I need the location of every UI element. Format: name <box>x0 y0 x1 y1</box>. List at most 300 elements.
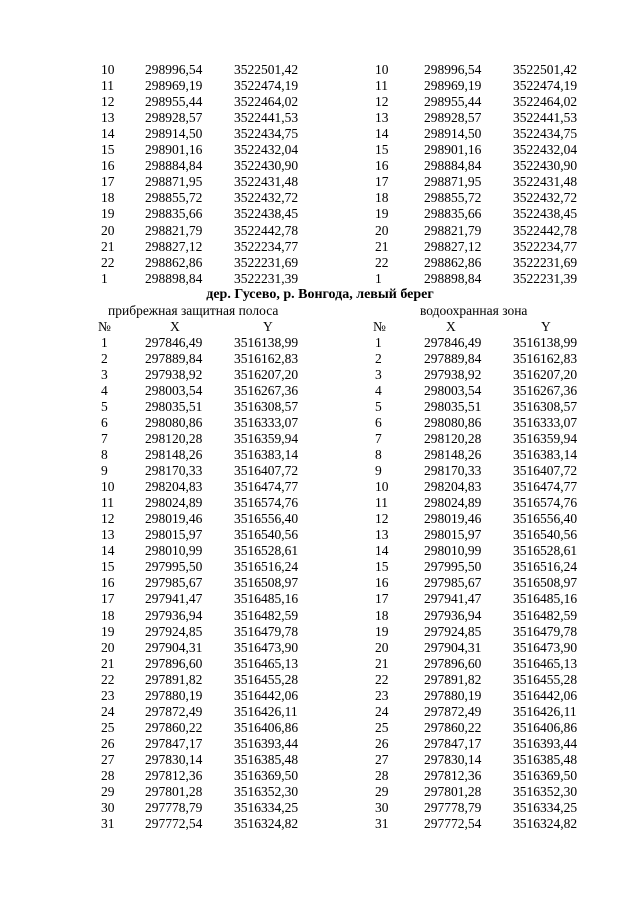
coord-x: 298170,33 <box>145 463 203 479</box>
coord-y: 3522234,77 <box>234 238 299 254</box>
coord-y: 3516369,50 <box>234 767 299 783</box>
coord-y: 3516574,76 <box>234 495 299 511</box>
point-number: 1 <box>375 270 382 286</box>
coord-x: 297889,84 <box>424 351 482 367</box>
right-table-row <box>0 543 640 559</box>
coord-x: 297830,14 <box>424 751 482 767</box>
right-table-row <box>0 559 640 575</box>
point-number: 29 <box>101 783 115 799</box>
coord-x: 297904,31 <box>145 639 203 655</box>
coord-y: 3522441,53 <box>513 110 578 126</box>
coord-y: 3522474,19 <box>513 78 578 94</box>
coord-x: 298019,46 <box>145 511 203 527</box>
point-number: 19 <box>375 623 389 639</box>
coord-y: 3516393,44 <box>513 735 578 751</box>
coord-y: 3522434,75 <box>234 126 299 142</box>
right-table-row <box>0 672 640 688</box>
point-number: 8 <box>101 447 108 463</box>
coord-x: 298148,26 <box>424 447 482 463</box>
point-number: 12 <box>375 94 389 110</box>
coord-y: 3516473,90 <box>513 639 578 655</box>
point-number: 11 <box>101 78 114 94</box>
point-number: 4 <box>375 383 382 399</box>
header-number: № <box>98 319 111 334</box>
point-number: 16 <box>375 158 389 174</box>
point-number: 28 <box>375 767 389 783</box>
header-number: № <box>373 319 386 334</box>
coord-x: 298204,83 <box>145 479 203 495</box>
coord-x: 297812,36 <box>424 767 482 783</box>
coord-x: 298871,95 <box>145 174 203 190</box>
coord-x: 298871,95 <box>424 174 482 190</box>
point-number: 18 <box>375 190 389 206</box>
right-table-row <box>0 335 640 351</box>
coord-x: 297995,50 <box>424 559 482 575</box>
coord-x: 298884,84 <box>424 158 482 174</box>
point-number: 16 <box>101 575 115 591</box>
coord-x: 298855,72 <box>424 190 482 206</box>
coord-y: 3516442,06 <box>234 687 299 703</box>
right-table-row <box>0 463 640 479</box>
point-number: 18 <box>375 607 389 623</box>
coord-x: 297872,49 <box>145 703 203 719</box>
coord-x: 298204,83 <box>424 479 482 495</box>
coord-x: 297896,60 <box>145 655 203 671</box>
right-table-row <box>0 351 640 367</box>
point-number: 11 <box>375 78 388 94</box>
coord-x: 297778,79 <box>145 799 203 815</box>
coord-x: 297938,92 <box>145 367 203 383</box>
point-number: 25 <box>375 719 389 735</box>
coord-x: 298024,89 <box>424 495 482 511</box>
coord-y: 3516407,72 <box>513 463 578 479</box>
point-number: 1 <box>375 335 382 350</box>
point-number: 7 <box>375 431 382 447</box>
coord-y: 3516540,56 <box>513 527 578 543</box>
point-number: 26 <box>375 735 389 751</box>
right-table-row <box>0 110 640 126</box>
point-number: 17 <box>101 591 115 607</box>
coord-y: 3516383,14 <box>513 447 578 463</box>
coord-x: 298955,44 <box>424 94 482 110</box>
point-number: 27 <box>375 751 389 767</box>
coord-y: 3516138,99 <box>513 335 578 350</box>
point-number: 17 <box>375 174 389 190</box>
coord-x: 297846,49 <box>145 335 203 350</box>
point-number: 18 <box>101 190 115 206</box>
point-number: 14 <box>375 126 389 142</box>
coord-y: 3516474,77 <box>513 479 578 495</box>
coord-x: 297941,47 <box>424 591 482 607</box>
coord-y: 3522438,45 <box>234 206 299 222</box>
right-table-row <box>0 720 640 736</box>
point-number: 19 <box>101 623 115 639</box>
point-number: 17 <box>101 174 115 190</box>
coord-y: 3516516,24 <box>234 559 299 575</box>
coord-x: 297889,84 <box>145 351 203 367</box>
coord-x: 297847,17 <box>145 735 203 751</box>
coord-x: 298901,16 <box>424 142 482 158</box>
coord-x: 298015,97 <box>145 527 203 543</box>
point-number: 30 <box>375 799 389 815</box>
coord-y: 3522464,02 <box>234 94 299 110</box>
coord-y: 3516556,40 <box>513 511 578 527</box>
coord-y: 3516426,11 <box>234 703 298 719</box>
coord-x: 297896,60 <box>424 655 482 671</box>
right-table-row <box>0 223 640 239</box>
coord-x: 298080,86 <box>145 415 203 431</box>
point-number: 28 <box>101 767 115 783</box>
coord-y: 3522430,90 <box>513 158 578 174</box>
right-table-row <box>0 367 640 383</box>
right-table-row <box>0 206 640 222</box>
coord-y: 3516267,36 <box>513 383 578 399</box>
point-number: 9 <box>375 463 382 479</box>
coord-y: 3516383,14 <box>234 447 299 463</box>
coord-y: 3522231,39 <box>234 270 299 286</box>
coord-y: 3516207,20 <box>234 367 299 383</box>
coord-x: 298855,72 <box>145 190 203 206</box>
coord-y: 3516308,57 <box>513 399 578 415</box>
right-table-row <box>0 608 640 624</box>
section-title: дер. Гусево, р. Вонгода, левый берег <box>206 287 434 302</box>
coord-y: 3516406,86 <box>234 719 299 735</box>
coord-y: 3516473,90 <box>234 639 299 655</box>
right-table-subtitle: водоохранная зона <box>420 303 528 318</box>
coord-y: 3522231,69 <box>234 254 299 270</box>
coord-y: 3522438,45 <box>513 206 578 222</box>
point-number: 14 <box>101 543 115 559</box>
coord-y: 3516479,78 <box>234 623 299 639</box>
coord-x: 297904,31 <box>424 639 482 655</box>
coord-x: 297936,94 <box>424 607 482 623</box>
point-number: 10 <box>375 479 389 495</box>
coord-x: 297772,54 <box>424 815 482 831</box>
coord-x: 298170,33 <box>424 463 482 479</box>
point-number: 13 <box>101 527 115 543</box>
coord-x: 298120,28 <box>145 431 203 447</box>
coord-y: 3516324,82 <box>234 815 299 831</box>
coord-x: 297985,67 <box>145 575 203 591</box>
point-number: 19 <box>375 206 389 222</box>
coord-x: 298969,19 <box>424 78 482 94</box>
coord-x: 297880,19 <box>424 687 482 703</box>
point-number: 13 <box>375 110 389 126</box>
coord-y: 3516352,30 <box>234 783 299 799</box>
coord-y: 3516482,59 <box>513 607 578 623</box>
point-number: 22 <box>101 671 115 687</box>
point-number: 2 <box>375 351 382 367</box>
coord-x: 297860,22 <box>145 719 203 735</box>
coord-y: 3516482,59 <box>234 607 299 623</box>
coord-y: 3522231,69 <box>513 254 578 270</box>
right-table-row <box>0 415 640 431</box>
coord-x: 298955,44 <box>145 94 203 110</box>
coord-y: 3522501,42 <box>513 62 578 77</box>
coord-y: 3516528,61 <box>513 543 578 559</box>
coord-y: 3522501,42 <box>234 62 299 77</box>
coord-x: 297801,28 <box>145 783 203 799</box>
point-number: 31 <box>101 815 115 831</box>
coord-x: 298928,57 <box>145 110 203 126</box>
coord-y: 3516308,57 <box>234 399 299 415</box>
right-table-row <box>0 784 640 800</box>
point-number: 19 <box>101 206 115 222</box>
coord-y: 3516334,25 <box>513 799 578 815</box>
point-number: 20 <box>101 222 115 238</box>
coord-y: 3522432,04 <box>513 142 578 158</box>
point-number: 11 <box>101 495 114 511</box>
coord-y: 3522434,75 <box>513 126 578 142</box>
right-table-row <box>0 736 640 752</box>
coord-y: 3516267,36 <box>234 383 299 399</box>
coord-x: 298928,57 <box>424 110 482 126</box>
point-number: 4 <box>101 383 108 399</box>
point-number: 9 <box>101 463 108 479</box>
coord-y: 3516333,07 <box>234 415 299 431</box>
point-number: 6 <box>375 415 382 431</box>
point-number: 12 <box>101 511 115 527</box>
right-table-row <box>0 479 640 495</box>
coord-x: 298898,84 <box>424 270 482 286</box>
point-number: 23 <box>375 687 389 703</box>
point-number: 13 <box>101 110 115 126</box>
coord-y: 3516385,48 <box>234 751 299 767</box>
coord-x: 297801,28 <box>424 783 482 799</box>
right-table-row <box>0 126 640 142</box>
point-number: 3 <box>101 367 108 383</box>
point-number: 12 <box>375 511 389 527</box>
right-table-row <box>0 624 640 640</box>
coord-x: 297846,49 <box>424 335 482 350</box>
coord-x: 298003,54 <box>145 383 203 399</box>
coord-y: 3522432,72 <box>234 190 299 206</box>
point-number: 14 <box>375 543 389 559</box>
coord-y: 3522474,19 <box>234 78 299 94</box>
coord-x: 298827,12 <box>145 238 203 254</box>
point-number: 21 <box>101 655 115 671</box>
point-number: 16 <box>375 575 389 591</box>
header-x: X <box>170 319 180 334</box>
coord-x: 298914,50 <box>145 126 203 142</box>
coord-y: 3516385,48 <box>513 751 578 767</box>
right-table-row <box>0 591 640 607</box>
point-number: 8 <box>375 447 382 463</box>
right-table-row <box>0 447 640 463</box>
point-number: 6 <box>101 415 108 431</box>
coord-y: 3522432,04 <box>234 142 299 158</box>
coord-x: 297772,54 <box>145 815 203 831</box>
point-number: 24 <box>375 703 389 719</box>
point-number: 17 <box>375 591 389 607</box>
coord-x: 298827,12 <box>424 238 482 254</box>
coord-x: 298862,86 <box>424 254 482 270</box>
coord-x: 298035,51 <box>424 399 482 415</box>
coord-x: 297936,94 <box>145 607 203 623</box>
coord-x: 297995,50 <box>145 559 203 575</box>
right-table-row <box>0 527 640 543</box>
coord-y: 3516162,83 <box>513 351 578 367</box>
coord-y: 3516516,24 <box>513 559 578 575</box>
coord-x: 297830,14 <box>145 751 203 767</box>
point-number: 22 <box>375 671 389 687</box>
coord-x: 297891,82 <box>145 671 203 687</box>
point-number: 21 <box>375 655 389 671</box>
coord-y: 3516528,61 <box>234 543 299 559</box>
right-table-row <box>0 495 640 511</box>
coord-x: 297847,17 <box>424 735 482 751</box>
coord-x: 298835,66 <box>424 206 482 222</box>
coord-y: 3516359,94 <box>513 431 578 447</box>
point-number: 25 <box>101 719 115 735</box>
coord-x: 298010,99 <box>145 543 203 559</box>
right-table-header <box>0 319 640 335</box>
point-number: 11 <box>375 495 388 511</box>
right-table-row <box>0 768 640 784</box>
point-number: 15 <box>375 142 389 158</box>
right-table-row <box>0 816 640 832</box>
coord-x: 297985,67 <box>424 575 482 591</box>
right-table-row <box>0 142 640 158</box>
point-number: 18 <box>101 607 115 623</box>
coord-y: 3516333,07 <box>513 415 578 431</box>
coord-x: 298015,97 <box>424 527 482 543</box>
point-number: 5 <box>375 399 382 415</box>
coord-y: 3516406,86 <box>513 719 578 735</box>
coord-x: 297880,19 <box>145 687 203 703</box>
right-table-row <box>0 704 640 720</box>
coord-x: 298019,46 <box>424 511 482 527</box>
coord-y: 3522442,78 <box>234 222 299 238</box>
coord-y: 3516162,83 <box>234 351 299 367</box>
point-number: 27 <box>101 751 115 767</box>
coord-x: 298821,79 <box>424 222 482 238</box>
header-y: Y <box>541 319 551 334</box>
point-number: 14 <box>101 126 115 142</box>
coord-x: 298835,66 <box>145 206 203 222</box>
right-table-row <box>0 399 640 415</box>
coord-x: 297938,92 <box>424 367 482 383</box>
point-number: 23 <box>101 687 115 703</box>
coord-x: 298010,99 <box>424 543 482 559</box>
coord-y: 3516465,13 <box>513 655 578 671</box>
coord-y: 3516334,25 <box>234 799 299 815</box>
coord-y: 3516359,94 <box>234 431 299 447</box>
coord-y: 3516508,97 <box>513 575 578 591</box>
coord-x: 298901,16 <box>145 142 203 158</box>
coord-y: 3516393,44 <box>234 735 299 751</box>
coord-y: 3516407,72 <box>234 463 299 479</box>
point-number: 30 <box>101 799 115 815</box>
coord-x: 298035,51 <box>145 399 203 415</box>
point-number: 20 <box>375 639 389 655</box>
point-number: 10 <box>101 62 115 77</box>
point-number: 3 <box>375 367 382 383</box>
header-y: Y <box>263 319 273 334</box>
header-x: X <box>446 319 456 334</box>
point-number: 22 <box>375 254 389 270</box>
coord-y: 3516540,56 <box>234 527 299 543</box>
point-number: 15 <box>375 559 389 575</box>
coord-y: 3516442,06 <box>513 687 578 703</box>
coord-x: 298024,89 <box>145 495 203 511</box>
point-number: 15 <box>101 559 115 575</box>
right-table-row <box>0 640 640 656</box>
coord-y: 3516207,20 <box>513 367 578 383</box>
right-table-row <box>0 174 640 190</box>
coord-y: 3516426,11 <box>513 703 577 719</box>
coord-x: 298821,79 <box>145 222 203 238</box>
coord-y: 3522431,48 <box>234 174 299 190</box>
coord-x: 298996,54 <box>424 62 482 77</box>
coord-x: 297812,36 <box>145 767 203 783</box>
coord-y: 3522464,02 <box>513 94 578 110</box>
point-number: 26 <box>101 735 115 751</box>
point-number: 10 <box>101 479 115 495</box>
coord-y: 3522430,90 <box>234 158 299 174</box>
coord-y: 3516479,78 <box>513 623 578 639</box>
coord-x: 297778,79 <box>424 799 482 815</box>
point-number: 2 <box>101 351 108 367</box>
coord-y: 3516324,82 <box>513 815 578 831</box>
point-number: 13 <box>375 527 389 543</box>
point-number: 29 <box>375 783 389 799</box>
coord-x: 297941,47 <box>145 591 203 607</box>
coord-x: 298914,50 <box>424 126 482 142</box>
coord-y: 3522442,78 <box>513 222 578 238</box>
coord-y: 3516138,99 <box>234 335 299 350</box>
point-number: 16 <box>101 158 115 174</box>
left-table-subtitle: прибрежная защитная полоса <box>108 303 279 318</box>
right-table-row <box>0 752 640 768</box>
right-table-row <box>0 78 640 94</box>
point-number: 20 <box>101 639 115 655</box>
point-number: 5 <box>101 399 108 415</box>
right-table-row <box>0 383 640 399</box>
point-number: 31 <box>375 815 389 831</box>
point-number: 1 <box>101 270 108 286</box>
coord-y: 3522432,72 <box>513 190 578 206</box>
point-number: 21 <box>375 238 389 254</box>
coord-x: 298862,86 <box>145 254 203 270</box>
point-number: 15 <box>101 142 115 158</box>
coord-y: 3516485,16 <box>234 591 299 607</box>
coord-x: 298080,86 <box>424 415 482 431</box>
point-number: 20 <box>375 222 389 238</box>
right-table-row <box>0 800 640 816</box>
coord-x: 298996,54 <box>145 62 203 77</box>
point-number: 7 <box>101 431 108 447</box>
coord-x: 298120,28 <box>424 431 482 447</box>
coord-x: 298884,84 <box>145 158 203 174</box>
coord-y: 3516474,77 <box>234 479 299 495</box>
coord-x: 298969,19 <box>145 78 203 94</box>
coord-y: 3522231,39 <box>513 270 578 286</box>
coord-x: 297872,49 <box>424 703 482 719</box>
right-table-row <box>0 431 640 447</box>
coord-y: 3522234,77 <box>513 238 578 254</box>
coord-y: 3516485,16 <box>513 591 578 607</box>
right-table-row <box>0 271 640 287</box>
coord-x: 297924,85 <box>424 623 482 639</box>
coord-y: 3516369,50 <box>513 767 578 783</box>
right-table-row <box>0 511 640 527</box>
coord-y: 3516352,30 <box>513 783 578 799</box>
coord-y: 3522441,53 <box>234 110 299 126</box>
coord-x: 297924,85 <box>145 623 203 639</box>
right-table-row <box>0 656 640 672</box>
right-table-row <box>0 239 640 255</box>
